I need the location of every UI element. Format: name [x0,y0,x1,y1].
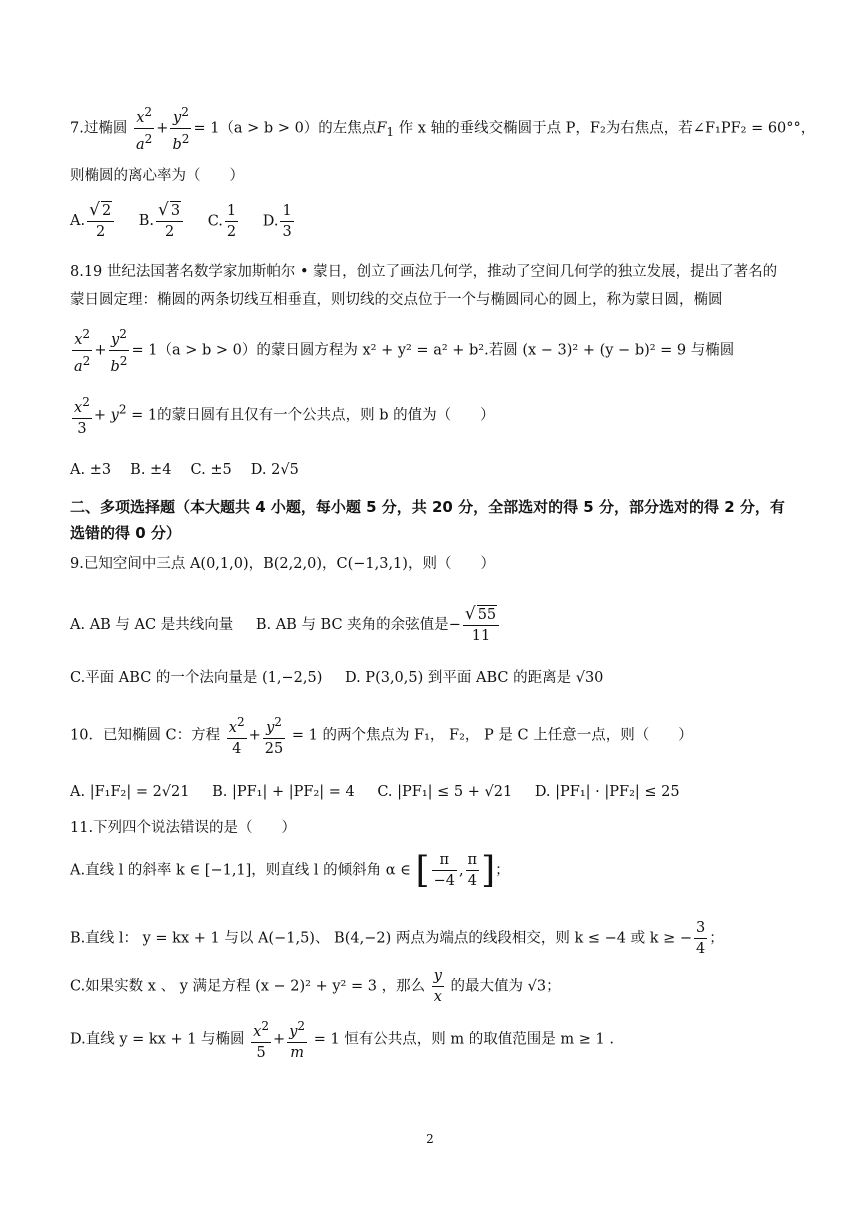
q7-line2: 则椭圆的离心率为（ ） [70,168,244,184]
q8-line2: 蒙日圆定理：椭圆的两条切线互相垂直，则切线的交点位于一个与椭圆同心的圆上，称为蒙日圆，椭圆 [70,292,723,308]
q11-option-c: C.如果实数 x 、 y 满足方程 (x − 2)² + y² = 3 ，那么 $\frac{y}{x}$ 的最大值为 √3； [70,968,561,1005]
section-heading: 二、多项选择题（本大题共 4 小题，每小题 5 分，共 20 分，全部选对的得 5 分，部分选对的得 2 分，有选错的得 0 分） [70,498,785,542]
q10-option-c: C. |PF₁| ≤ 5 + √21 [377,784,513,800]
q7-text: 作 x 轴的垂线交椭圆于点 P，F₂为右焦点，若∠F₁PF₂ = 60°°， [398,120,816,137]
fraction: $\frac{x^2}{4}$ [227,712,247,759]
q11-option-b: B.直线 l： y = kx + 1 与以 A(−1,5)、 B(4,−2) 两点为端点的线段相交，则 k ≤ −4 或 k ≥ − $\frac{3}{4}$ ； [70,920,724,957]
fraction: $\frac{y^2}{b^2}$ [170,102,191,155]
fraction: $\frac{y^2}{b^2}$ [109,324,130,377]
q9-option-a: A. AB 与 AC 是共线向量 [70,617,234,633]
q9-option-d: D. P(3,0,5) 到平面 ABC 的距离是 √30 [344,670,604,686]
q7-lead: 7.过椭圆 [70,120,128,137]
fraction: $\frac{y}{x}$ [433,968,442,1005]
fraction: $\frac{x^2}{5}$ [251,1016,271,1063]
q7-options [70,200,794,242]
q8-line1: 8.19 世纪法国著名数学家加斯帕尔 • 蒙日，创立了画法几何学，推动了空间几何学的独立发展，提出了著名的 [70,264,778,280]
q8-options: A. ±3 B. ±4 C. ±5 D. 2√5 [70,462,299,478]
fraction: $\frac{x^2}{a^2}$ [134,102,154,155]
q9-options-ab [70,604,794,646]
q8-line4: $\frac{x^2}{3}$ + $y^2 = 1$的蒙日圆有且仅有一个公共点，则 b 的值为（ ） [70,392,794,439]
q11-stem: 11.下列四个说法错误的是（ ） [70,820,297,836]
q10-option-d: D. |PF₁| · |PF₂| ≤ 25 [534,784,680,800]
q9-stem: 9.已知空间中三点 A(0,1,0)，B(2,2,0)，C(−1,3,1)，则（ ） [70,556,495,572]
fraction: $\frac{y^2}{25}$ [263,712,285,759]
q8-line3: $\frac{x^2}{a^2}$ + $\frac{y^2}{b^2}$ = 1（a > b > 0）的蒙日圆方程为 x² + y² = a² + b².若圆 (x − 3)² + (y − b)² = 9 与椭圆 [70,324,794,377]
q9-option-c: C.平面 ABC 的一个法向量是 (1,−2,5) [70,670,323,686]
q10-option-b: B. |PF₁| + |PF₂| = 4 [212,784,355,800]
q7-option-a: A. $\frac{√ 2}{2}$ [70,200,116,242]
question-7: 7.过椭圆 $\frac{x^2}{a^2}$ + $\frac{y^2}{b^2}$ = 1（a > b > 0）的左焦点$F_1$ 作 x 轴的垂线交椭圆于点 P，F₂为右焦点，若∠F₁PF₂ = 60°°， [70,102,794,155]
page-number: 2 [426,1132,434,1146]
q7-option-d: D. $\frac{1}{3}$ [262,202,292,240]
fraction: $\frac{x^2}{3}$ [72,392,92,439]
fraction: $\frac{y^2}{m}$ [287,1016,307,1063]
q11-option-d: D.直线 y = kx + 1 与椭圆 $\frac{x^2}{5}$ + $\frac{y^2}{m}$ = 1 恒有公共点，则 m 的取值范围是 m ≥ 1 . [70,1016,794,1063]
q10-stem: 10．已知椭圆 C：方程 $\frac{x^2}{4}$ + $\frac{y^2}{25}$ = 1 的两个焦点为 F₁， F₂， P 是 C 上任意一点，则（ ） [70,712,794,759]
q10-options [70,782,794,802]
q11-option-a: A.直线 l 的斜率 k ∈ [−1,1]，则直线 l 的倾斜角 α ∈ [ $\frac{\pi}{-4}$ , $\frac{\pi}{4}$ ]； [70,849,510,891]
q10-option-a: A. |F₁F₂| = 2√21 [70,784,190,800]
q9-option-b: B. AB 与 BC 夹角的余弦值是− $\frac{√ 55}{11}$ [256,604,501,646]
q7-option-c: C. $\frac{1}{2}$ [207,202,237,240]
q7-condition: （a > b > 0）的左焦点 [219,120,377,137]
q7-option-b: B. $\frac{√ 3}{2}$ [139,200,185,242]
q9-options-cd [70,668,794,688]
fraction: $\frac{x^2}{a^2}$ [72,324,92,377]
